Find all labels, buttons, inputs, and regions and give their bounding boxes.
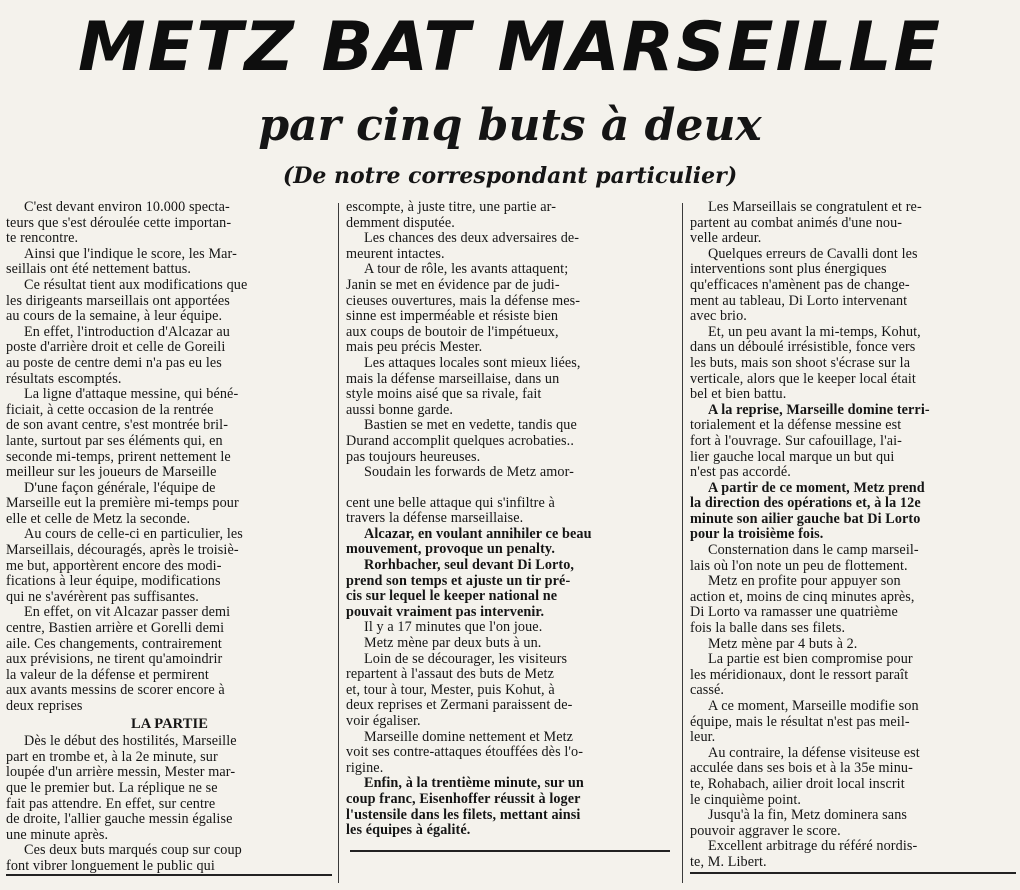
text-line: cent une belle attaque qui s'infiltre à [346, 495, 555, 511]
text-line: coup franc, Eisenhoffer réussit à loger [346, 791, 581, 807]
text-line: résultats escomptés. [6, 371, 122, 387]
text-line: mouvement, provoque un penalty. [346, 542, 555, 558]
article-column-1 [6, 200, 333, 875]
text-line: Loin de se décourager, les visiteurs [364, 651, 568, 667]
text-line: pouvait vraiment pas intervenir. [346, 604, 545, 620]
text-line: équipe, mais le résultat n'est pas meil- [690, 714, 910, 730]
text-line: A ce moment, Marseille modifie son [708, 699, 919, 714]
text-line: Les attaques locales sont mieux liées, [364, 355, 581, 371]
text-line: poste d'arrière droit et celle de Goreili [6, 340, 226, 356]
text-line: A la reprise, Marseille domine terri- [708, 402, 930, 418]
text-line: minute son ailier gauche bat Di Lorto [690, 511, 921, 527]
text-line: Rorhbacher, seul devant Di Lorto, [364, 558, 575, 574]
text-line: les dirigeants marseillais ont apportées [6, 293, 230, 309]
column-end-rule [6, 874, 332, 876]
text-line: Bastien se met en vedette, tandis que [364, 418, 577, 434]
text-line: Soudain les forwards de Metz amor- [364, 465, 574, 481]
text-line: teurs que s'est déroulée cette importan- [6, 215, 232, 231]
text-line: te rencontre. [6, 231, 79, 247]
text-line: fications à leur équipe, modifications [6, 574, 221, 590]
text-line: pas toujours heureuses. [346, 449, 481, 465]
text-line: Di Lorto va ramasser une quatrième [690, 605, 898, 621]
text-line: la valeur de la défense et permirent [6, 667, 209, 683]
text-line: Consternation dans le camp marseil- [708, 543, 919, 559]
text-line: Ainsi que l'indique le score, les Mar- [24, 246, 237, 262]
text-line: une minute après. [6, 827, 109, 843]
text-line: Marseille domine nettement et Metz [364, 729, 574, 745]
text-line: de son avant centre, s'est montrée bril- [6, 418, 229, 434]
text-line: lier gauche local marque un but qui [690, 449, 895, 465]
text-line: Quelques erreurs de Cavalli dont les [708, 246, 918, 262]
text-line: torialement et la défense messine est [690, 418, 902, 434]
text-line: Dès le début des hostilités, Marseille [24, 734, 237, 750]
text-line: cieuses ouvertures, mais la défense mes- [346, 293, 581, 309]
column-divider [682, 203, 683, 883]
text-line: C'est devant environ 10.000 specta- [24, 200, 230, 215]
text-line: la direction des opérations et, à la 12e [690, 496, 921, 512]
text-line: aux prévisions, ne tirent qu'amoindrir [6, 652, 223, 668]
text-line: En effet, on vit Alcazar passer demi [24, 605, 231, 621]
text-line: deux reprises et Zermani paraissent de- [346, 698, 573, 714]
text-line: part en trombe et, à la 2e minute, sur [6, 749, 218, 765]
text-line: Au contraire, la défense visiteuse est [708, 745, 920, 761]
subheadline: par cinq buts à deux [258, 100, 762, 151]
text-line: pour la troisième fois. [690, 527, 824, 543]
text-line: Durand accomplit quelques acrobaties.. [346, 433, 574, 449]
text-line: te, Rohabach, ailier droit local inscrit [690, 776, 905, 792]
text-line: n'est pas accordé. [690, 465, 791, 481]
text-line: leur. [690, 730, 716, 746]
text-line: l'ustensile dans les filets, mettant ainsi [346, 807, 581, 823]
text-line: qu'efficaces n'amènent pas de change- [690, 277, 910, 293]
text-line: lais où l'on note un peu de flottement. [690, 558, 908, 574]
text-line: cassé. [690, 683, 725, 699]
text-line: Janin se met en évidence par de judi- [346, 277, 560, 293]
text-line: acculée dans ses bois et à la 35e minu- [690, 761, 913, 777]
text-line: La partie est bien compromise pour [708, 652, 913, 668]
byline: (De notre correspondant particulier) [282, 163, 738, 189]
text-line: rigine. [346, 760, 384, 776]
text-line: aussi bonne garde. [346, 402, 453, 418]
column-end-rule [690, 872, 1016, 874]
text-line: aux avants messins de scorer encore à [6, 683, 225, 699]
text-line: avec brio. [690, 309, 747, 325]
text-line: aux coups de boutoir de l'impétueux, [346, 324, 559, 340]
text-line: les équipes à égalité. [346, 823, 471, 839]
text-line: font vibrer longuement le public qui [6, 858, 215, 874]
text-line: D'une façon générale, l'équipe de [24, 480, 216, 496]
text-line: fait pas attendre. En effet, sur centre [6, 796, 216, 812]
text-line: prend son temps et ajuste un tir pré- [346, 573, 571, 589]
text-line: sinne est imperméable et résiste bien [346, 309, 559, 325]
text-line: Il y a 17 minutes que l'on joue. [364, 620, 543, 636]
text-line: aile. Ces changements, contrairement [6, 636, 222, 652]
text-line: bel et bien battu. [690, 387, 787, 403]
headline: METZ BAT MARSEILLE [78, 8, 942, 87]
text-line: En effet, l'introduction d'Alcazar au [24, 324, 230, 340]
text-line: action et, moins de cinq minutes après, [690, 589, 915, 605]
text-line: me but, apportèrent encore des modi- [6, 558, 222, 574]
section-heading: LA PARTIE [130, 716, 209, 732]
text-line: lante, surtout par ses éléments qui, en [6, 433, 223, 449]
text-line: au poste de centre demi n'a pas eu les [6, 355, 222, 371]
text-line: ficiait, à cette occasion de la rentrée [6, 402, 214, 418]
text-line: les buts, mais son shoot s'écrase sur la [690, 355, 911, 371]
text-line: meurent intactes. [346, 246, 445, 262]
text-line: Les chances des deux adversaires de- [364, 231, 580, 247]
text-line: Marseillais, découragés, après le troisiè- [6, 543, 239, 559]
text-line: centre, Bastien arrière et Gorelli demi [6, 621, 225, 637]
text-line: Marseille eut la première mi-temps pour [6, 496, 239, 512]
text-line: Metz mène par deux buts à un. [364, 636, 542, 652]
text-line: Et, un peu avant la mi-temps, Kohut, [708, 324, 921, 340]
text-line: A tour de rôle, les avants attaquent; [364, 262, 569, 278]
text-line: seconde mi-temps, prirent nettement le [6, 449, 231, 465]
text-line: repartent à l'assaut des buts de Metz [346, 667, 554, 683]
text-line: voit ses contre-attaques étouffées dès l'o- [346, 745, 584, 761]
text-line: demment disputée. [346, 215, 455, 231]
text-line: style moins aisé que sa rivale, fait [346, 387, 542, 403]
text-line: Metz en profite pour appuyer son [708, 574, 901, 590]
text-line: elle et celle de Metz la seconde. [6, 511, 191, 527]
text-line: interventions sont plus énergiques [690, 262, 887, 278]
article-column-2 [346, 200, 672, 839]
column-divider [338, 203, 339, 883]
text-line: mais la défense marseillaise, dans un [346, 371, 560, 387]
text-line: Au cours de celle-ci en particulier, les [24, 527, 243, 543]
text-line: dans un déboulé irrésistible, fonce vers [690, 340, 916, 356]
column-end-rule [350, 850, 670, 852]
text-line: La ligne d'attaque messine, qui béné- [24, 387, 239, 403]
text-line: escompte, à juste titre, une partie ar- [346, 200, 557, 215]
text-line: Les Marseillais se congratulent et re- [708, 200, 922, 215]
text-line: de droite, l'allier gauche messin égalise [6, 812, 233, 828]
text-line: deux reprises [6, 699, 83, 714]
text-line: voir égaliser. [346, 714, 421, 729]
text-line: mais peu précis Mester. [346, 340, 483, 356]
text-line: Enfin, à la trentième minute, sur un [364, 776, 584, 792]
text-line: seillais ont été nettement battus. [6, 262, 192, 278]
text-line: que le premier but. La réplique ne se [6, 780, 218, 796]
text-line: A partir de ce moment, Metz prend [708, 480, 925, 496]
text-line: cis sur lequel le keeper national ne [346, 589, 558, 605]
text-line: te, M. Libert. [690, 854, 767, 870]
text-line: pouvoir aggraver le score. [690, 823, 841, 839]
text-line: Ce résultat tient aux modifications que [24, 277, 248, 293]
text-line: au cours de la semaine, à leur équipe. [6, 309, 223, 325]
text-line: partent au combat animés d'une nou- [690, 215, 903, 231]
text-line: les méridionaux, dont le ressort paraît [690, 667, 909, 683]
text-line: verticale, alors que le keeper local était [690, 371, 916, 387]
text-line: Metz mène par 4 buts à 2. [708, 636, 858, 652]
text-line: loupée d'un arrière messin, Mester mar- [6, 765, 236, 781]
text-line: Excellent arbitrage du référé nordis- [708, 839, 918, 855]
text-line: et, tour à tour, Mester, puis Kohut, à [346, 682, 555, 698]
text-line: Ces deux buts marqués coup sur coup [24, 843, 242, 859]
text-line: Alcazar, en voulant annihiler ce beau [364, 526, 592, 542]
text-line: fois la balle dans ses filets. [690, 621, 846, 637]
text-line: travers la défense marseillaise. [346, 511, 524, 527]
text-line: ment au tableau, Di Lorto intervenant [690, 293, 908, 309]
text-line: meilleur sur les joueurs de Marseille [6, 465, 217, 481]
column-gap [346, 481, 672, 496]
text-line: qui ne s'avérèrent pas suffisantes. [6, 589, 199, 605]
text-line: velle ardeur. [690, 231, 762, 247]
text-line: Jusqu'à la fin, Metz dominera sans [708, 808, 908, 824]
text-line: fort à l'ouvrage. Sur cafouillage, l'ai- [690, 433, 902, 449]
text-line: le cinquième point. [690, 792, 802, 808]
article-column-3 [690, 200, 1016, 871]
